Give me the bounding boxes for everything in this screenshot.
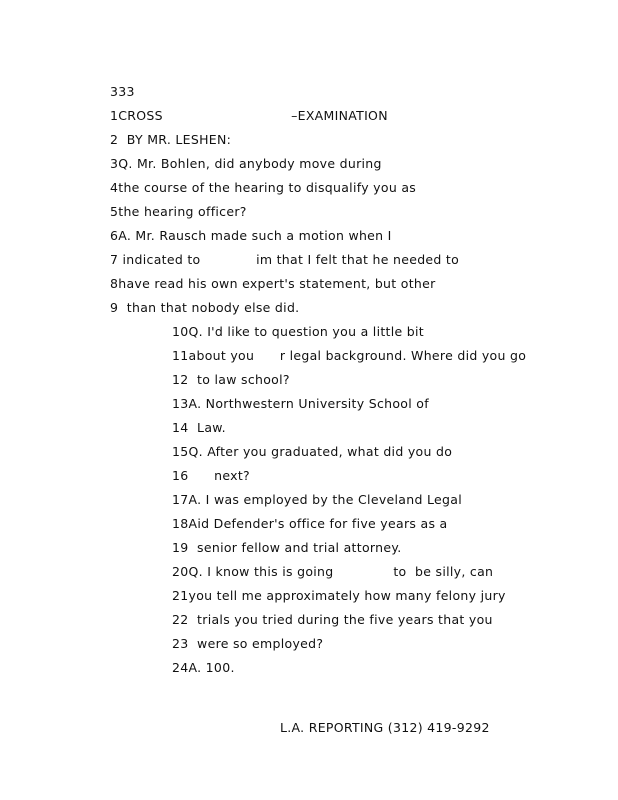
transcript-line-8: 8have read his own expert's statement, but other: [110, 276, 436, 291]
transcript-line-3: 3Q. Mr. Bohlen, did anybody move during: [110, 156, 382, 171]
transcript-line-1: 1CROSS –EXAMINATION: [110, 108, 388, 123]
transcript-line-2: 2 BY MR. LESHEN:: [110, 132, 232, 147]
transcript-line-18: 18Aid Defender's office for five years as a: [172, 516, 448, 531]
transcript-line-23: 23 were so employed?: [172, 636, 324, 651]
transcript-line-4: 4the course of the hearing to disqualify you as: [110, 180, 417, 195]
transcript-line-16: 16 next?: [172, 468, 250, 483]
transcript-line-10: 10Q. I'd like to question you a little bit: [172, 324, 424, 339]
transcript-line-7: 7 indicated to im that I felt that he needed to: [110, 252, 460, 267]
transcript-line-5: 5the hearing officer?: [110, 204, 247, 219]
transcript-line-21: 21you tell me approximately how many felony jury: [172, 588, 506, 603]
transcript-line-24: 24A. 100.: [172, 660, 235, 675]
transcript-line-15: 15Q. After you graduated, what did you do: [172, 444, 453, 459]
page-number: 333: [110, 84, 135, 99]
transcript-line-22: 22 trials you tried during the five years that you: [172, 612, 493, 627]
reporter-footer: L.A. REPORTING (312) 419-9292: [280, 720, 490, 735]
transcript-line-17: 17A. I was employed by the Cleveland Legal: [172, 492, 462, 507]
transcript-line-12: 12 to law school?: [172, 372, 290, 387]
transcript-line-20: 20Q. I know this is going to be silly, can: [172, 564, 494, 579]
transcript-line-19: 19 senior fellow and trial attorney.: [172, 540, 402, 555]
transcript-line-11: 11about you r legal background. Where did you go: [172, 348, 527, 363]
transcript-line-14: 14 Law.: [172, 420, 226, 435]
transcript-line-13: 13A. Northwestern University School of: [172, 396, 429, 411]
transcript-line-9: 9 than that nobody else did.: [110, 300, 300, 315]
transcript-line-6: 6A. Mr. Rausch made such a motion when I: [110, 228, 392, 243]
